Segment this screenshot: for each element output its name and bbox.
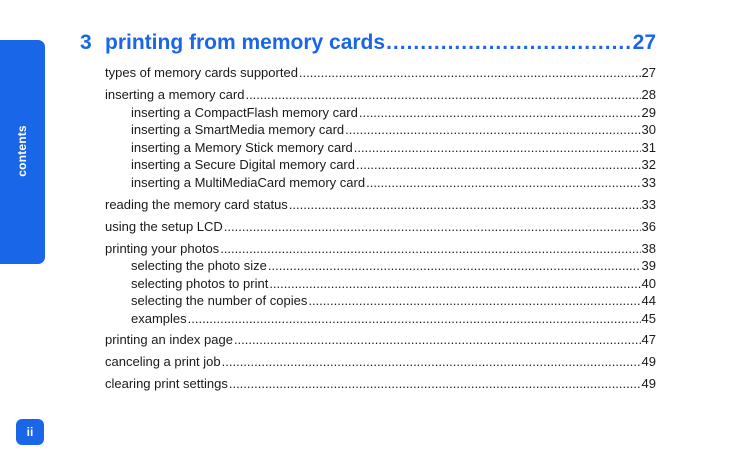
toc-entry[interactable] bbox=[105, 196, 656, 213]
toc-subentry[interactable] bbox=[131, 156, 656, 173]
toc-subentry[interactable] bbox=[131, 310, 656, 327]
toc-entry-label: using the setup LCD bbox=[105, 219, 223, 234]
toc-entry-page: 44 bbox=[641, 293, 656, 308]
dot-leader bbox=[366, 174, 640, 191]
toc-entry-label: selecting the photo size bbox=[131, 258, 267, 273]
page-number-badge: ii bbox=[16, 419, 44, 445]
dot-leader bbox=[308, 292, 640, 309]
dot-leader bbox=[229, 375, 641, 392]
toc-entry[interactable] bbox=[105, 353, 656, 370]
toc-entry-label: printing an index page bbox=[105, 332, 233, 347]
toc-entry-page: 39 bbox=[641, 258, 656, 273]
toc-entry[interactable] bbox=[105, 86, 656, 103]
toc-entry-page: 33 bbox=[641, 175, 656, 190]
toc-entry-label: inserting a Memory Stick memory card bbox=[131, 140, 353, 155]
toc-entry-page: 49 bbox=[641, 376, 656, 391]
toc-entry-page: 33 bbox=[641, 197, 656, 212]
toc-subentry[interactable] bbox=[131, 275, 656, 292]
toc-entry-label: clearing print settings bbox=[105, 376, 228, 391]
dot-leader bbox=[268, 257, 641, 274]
toc-entry-label: inserting a MultiMediaCard memory card bbox=[131, 175, 366, 190]
dot-leader bbox=[359, 104, 641, 121]
chapter-heading[interactable] bbox=[80, 31, 656, 59]
toc-entry-label: inserting a SmartMedia memory card bbox=[131, 122, 345, 137]
toc-entry-page: 45 bbox=[641, 311, 656, 326]
chapter-number: 3 bbox=[80, 31, 92, 54]
toc-entry[interactable] bbox=[105, 331, 656, 348]
dot-leader bbox=[386, 31, 632, 55]
dot-leader bbox=[345, 121, 640, 138]
dot-leader bbox=[224, 218, 641, 235]
dot-leader bbox=[222, 353, 641, 370]
chapter-title: printing from memory cards bbox=[105, 31, 386, 54]
dot-leader bbox=[220, 240, 640, 257]
toc-subentry[interactable] bbox=[131, 139, 656, 156]
toc-entry-label: inserting a Secure Digital memory card bbox=[131, 157, 355, 172]
dot-leader bbox=[354, 139, 641, 156]
toc-entry-label: reading the memory card status bbox=[105, 197, 288, 212]
toc-entry-label: examples bbox=[131, 311, 187, 326]
contents-tab-label: contents bbox=[15, 125, 29, 177]
toc-entry[interactable] bbox=[105, 240, 656, 257]
dot-leader bbox=[234, 331, 641, 348]
toc-entry-page: 27 bbox=[641, 65, 656, 80]
toc-subentry[interactable] bbox=[131, 292, 656, 309]
toc-subentry[interactable] bbox=[131, 104, 656, 121]
toc-entry-page: 36 bbox=[641, 219, 656, 234]
toc-entry-label: types of memory cards supported bbox=[105, 65, 298, 80]
toc-entry-label: printing your photos bbox=[105, 241, 220, 256]
toc-entry-page: 28 bbox=[641, 87, 656, 102]
toc-entry[interactable] bbox=[105, 375, 656, 392]
toc-entry-page: 30 bbox=[641, 122, 656, 137]
toc-entry-page: 32 bbox=[641, 157, 656, 172]
toc-entry-label: inserting a memory card bbox=[105, 87, 245, 102]
toc-entry-page: 38 bbox=[641, 241, 656, 256]
toc-entry[interactable] bbox=[105, 64, 656, 81]
toc-entry-label: selecting photos to print bbox=[131, 276, 269, 291]
toc-entry-page: 49 bbox=[641, 354, 656, 369]
toc-entry[interactable] bbox=[105, 218, 656, 235]
dot-leader bbox=[356, 156, 641, 173]
toc-entry-page: 47 bbox=[641, 332, 656, 347]
chapter-page-number: 27 bbox=[632, 31, 656, 54]
toc-entry-page: 29 bbox=[641, 105, 656, 120]
dot-leader bbox=[188, 310, 641, 327]
dot-leader bbox=[245, 86, 640, 103]
toc-entry-label: selecting the number of copies bbox=[131, 293, 308, 308]
toc-entry-page: 40 bbox=[641, 276, 656, 291]
dot-leader bbox=[269, 275, 640, 292]
dot-leader bbox=[299, 64, 641, 81]
toc-entry-label: inserting a CompactFlash memory card bbox=[131, 105, 358, 120]
toc-subentry[interactable] bbox=[131, 174, 656, 191]
toc-entry-label: canceling a print job bbox=[105, 354, 221, 369]
toc-entry-page: 31 bbox=[641, 140, 656, 155]
toc-subentry[interactable] bbox=[131, 121, 656, 138]
dot-leader bbox=[289, 196, 641, 213]
toc-subentry[interactable] bbox=[131, 257, 656, 274]
